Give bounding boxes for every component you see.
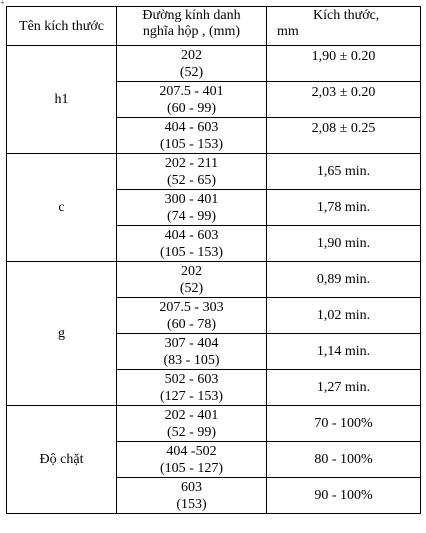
header-nominal-line2: nghĩa hộp , (mm) (142, 24, 241, 39)
table-row (7, 262, 421, 298)
size-main: 207.5 - 303 (159, 299, 224, 315)
size-sub: (127 - 153) (160, 388, 223, 404)
size-cell (117, 406, 267, 442)
size-main: 300 - 401 (164, 191, 219, 207)
size-main: 207.5 - 401 (159, 83, 224, 99)
size-sub: (52 - 99) (167, 424, 216, 440)
size-main: 603 (181, 479, 202, 495)
value-cell: 1,90 min. (267, 226, 421, 262)
header-size (267, 7, 421, 46)
size-sub: (153) (176, 496, 207, 512)
size-cell (117, 478, 267, 514)
header-size-line1: Kích thước, (313, 8, 380, 23)
table-row (7, 154, 421, 190)
size-main: 404 -502 (166, 443, 217, 459)
size-cell (117, 370, 267, 406)
size-cell (117, 442, 267, 478)
size-cell (117, 334, 267, 370)
group-name-h1: h1 (7, 46, 117, 154)
size-sub: (105 - 127) (160, 460, 223, 476)
size-cell (117, 298, 267, 334)
group-name-do-chat: Độ chặt (7, 406, 117, 514)
size-sub: (60 - 99) (167, 100, 216, 116)
table-row (7, 46, 421, 82)
size-main: 202 (181, 47, 202, 63)
group-name-g: g (7, 262, 117, 406)
group-name-c: c (7, 154, 117, 262)
size-sub: (74 - 99) (167, 208, 216, 224)
size-cell (117, 154, 267, 190)
size-cell (117, 190, 267, 226)
table-row (7, 406, 421, 442)
size-main: 202 - 211 (164, 155, 219, 171)
size-main: 404 - 603 (164, 119, 219, 135)
size-sub: (60 - 78) (167, 316, 216, 332)
value-cell: 1,65 min. (267, 154, 421, 190)
size-sub: (52) (179, 280, 204, 296)
size-sub: (105 - 153) (160, 244, 223, 260)
size-main: 307 - 404 (164, 335, 219, 351)
size-cell (117, 82, 267, 118)
header-nominal-line1: Đường kính danh (142, 8, 241, 23)
size-sub: (52) (179, 64, 204, 80)
size-cell (117, 46, 267, 82)
header-row (7, 7, 421, 46)
value-cell: 1,14 min. (267, 334, 421, 370)
value-cell: 1,27 min. (267, 370, 421, 406)
size-cell (117, 226, 267, 262)
dimension-table (6, 6, 421, 514)
value-cell: 1,02 min. (267, 298, 421, 334)
size-sub: (52 - 65) (167, 172, 216, 188)
size-cell (117, 262, 267, 298)
value-cell: 2,08 ± 0.25 (267, 118, 421, 154)
size-main: 202 - 401 (164, 407, 219, 423)
value-cell: 80 - 100% (267, 442, 421, 478)
header-size-line2: mm (277, 24, 299, 39)
header-name: Tên kích thước (7, 7, 117, 46)
size-sub: (105 - 153) (160, 136, 223, 152)
value-cell: 0,89 min. (267, 262, 421, 298)
size-cell (117, 118, 267, 154)
value-cell: 1,90 ± 0.20 (267, 46, 421, 82)
value-cell: 90 - 100% (267, 478, 421, 514)
size-main: 502 - 603 (164, 371, 219, 387)
size-main: 404 - 603 (164, 227, 219, 243)
table-anchor-icon[interactable]: + (0, 0, 5, 7)
value-cell: 2,03 ± 0.20 (267, 82, 421, 118)
value-cell: 1,78 min. (267, 190, 421, 226)
value-cell: 70 - 100% (267, 406, 421, 442)
size-main: 202 (181, 263, 202, 279)
size-sub: (83 - 105) (163, 352, 220, 368)
header-nominal-diameter (117, 7, 267, 46)
